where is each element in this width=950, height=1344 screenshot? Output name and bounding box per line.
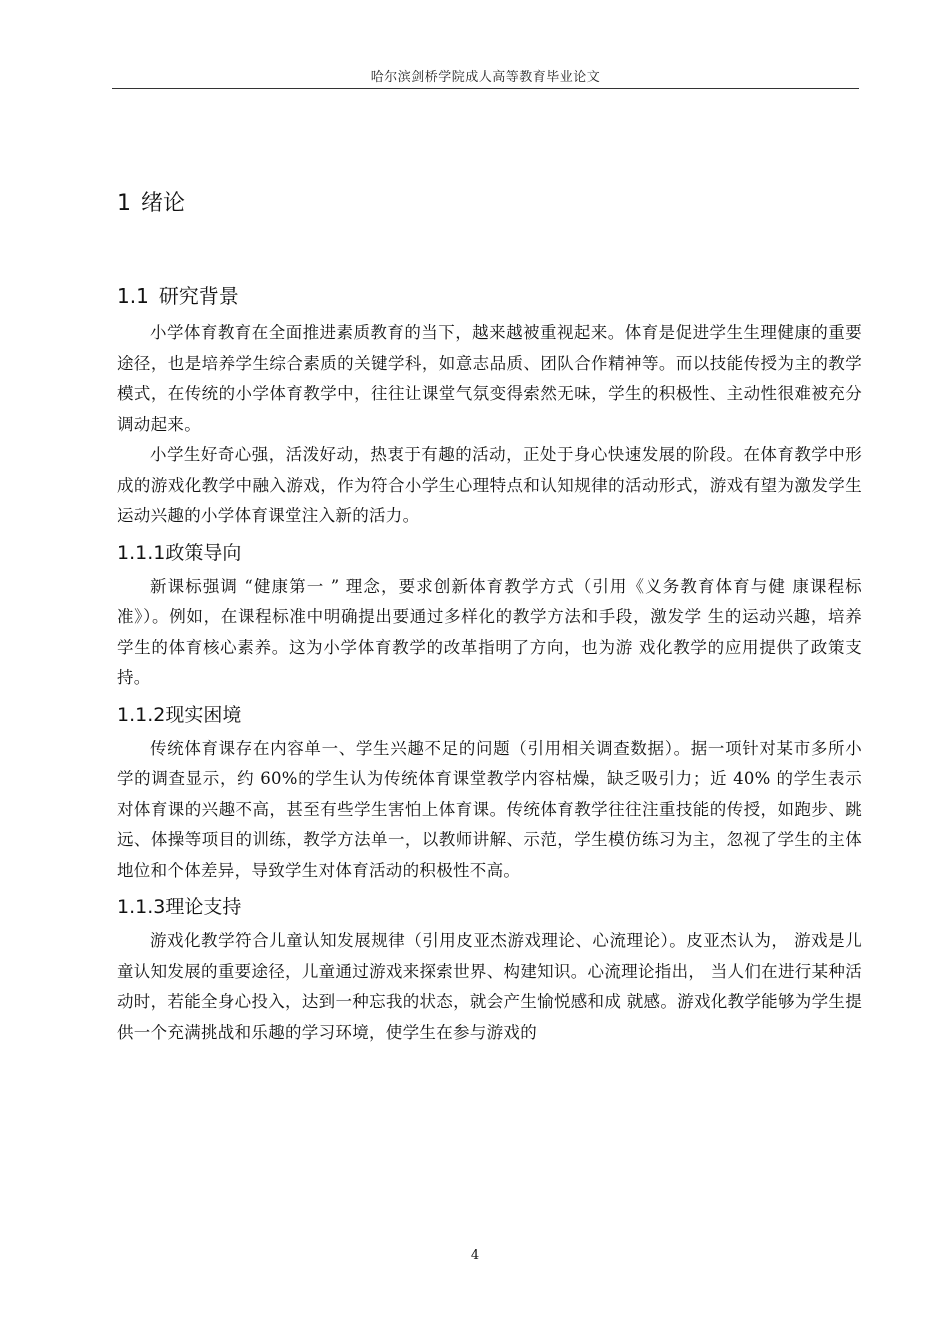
subsection-heading bbox=[117, 538, 862, 568]
chapter-number: 1 bbox=[117, 191, 131, 216]
subsection-heading bbox=[117, 700, 862, 730]
chapter-title: 绪论 bbox=[141, 191, 186, 216]
subsection-number: 1.1.2 bbox=[117, 703, 166, 726]
section-number: 1.1 bbox=[117, 284, 149, 308]
subsection-number: 1.1.3 bbox=[117, 896, 166, 918]
paragraph: 小学体育教育在全面推进素质教育的当下，越来越被重视起来。体育是促进学生生理健康的重要途径，也是培养学生综合素质的关键学科，如意志品质、团队合作精神等。而以技能传授为主的教学模式，在传统的小学体育教学中，往往让课堂气氛变得索然无味，学生的积极性、主动性很难被充分调动起来。 bbox=[117, 323, 862, 434]
paragraph: 游戏化教学符合儿童认知发展规律（引用皮亚杰游戏理论、心流理论）。皮亚杰认为， 游戏是儿童认知发展的重要途径，儿童通过游戏来探索世界、构建知识。心流理论指出， 当人们在进行某种活动时，若能全身心投入，达到一种忘我的状态，就会产生愉悦感和成 就感。游戏化教学能够为学生提供一个充满挑战和乐趣的学习环境，使学生在参与游戏的 bbox=[117, 931, 862, 1042]
page-number: 4 bbox=[470, 1248, 480, 1263]
header-rule bbox=[112, 88, 859, 89]
page-content bbox=[117, 186, 862, 1048]
running-header: 哈尔滨剑桥学院成人高等教育毕业论文 bbox=[370, 70, 601, 85]
subsection-title: 政策导向 bbox=[165, 541, 242, 564]
section-title: 研究背景 bbox=[158, 284, 239, 308]
paragraph: 小学生好奇心强，活泼好动，热衷于有趣的活动，正处于身心快速发展的阶段。在体育教学中形成的游戏化教学中融入游戏，作为符合小学生心理特点和认知规律的活动形式，游戏有望为激发学生运动兴趣的小学体育课堂注入新的活力。 bbox=[117, 445, 862, 525]
subsection-title: 现实困境 bbox=[165, 703, 242, 726]
chapter-heading bbox=[117, 186, 862, 222]
subsection-number: 1.1.1 bbox=[117, 541, 166, 564]
paragraph: 新课标强调 “健康第一 ” 理念，要求创新体育教学方式（引用《义务教育体育与健 康课程标准》）。例如，在课程标准中明确提出要通过多样化的教学方法和手段，激发学 生的运动兴趣，培养学生的体育核心素养。这为小学体育教学的改革指明了方向，也为游 戏化教学的应用提供了政策支持。 bbox=[117, 576, 862, 687]
subsection-title: 理论支持 bbox=[165, 896, 242, 918]
subsection-heading bbox=[117, 892, 862, 922]
paragraph: 传统体育课存在内容单一、学生兴趣不足的问题（引用相关调查数据）。据一项针对某市多所小学的调查显示，约 60%的学生认为传统体育课堂教学内容枯燥，缺乏吸引力；近 40% 的学生表示对体育课的兴趣不高，甚至有些学生害怕上体育课。传统体育教学往往注重技能的传授，如跑步、跳远、体操等项目的训练，教学方法单一，以教师讲解、示范，学生模仿练习为主，忽视了学生的主体地位和个体差异，导致学生对体育活动的积极性不高。 bbox=[117, 738, 862, 880]
section-heading bbox=[117, 280, 862, 312]
